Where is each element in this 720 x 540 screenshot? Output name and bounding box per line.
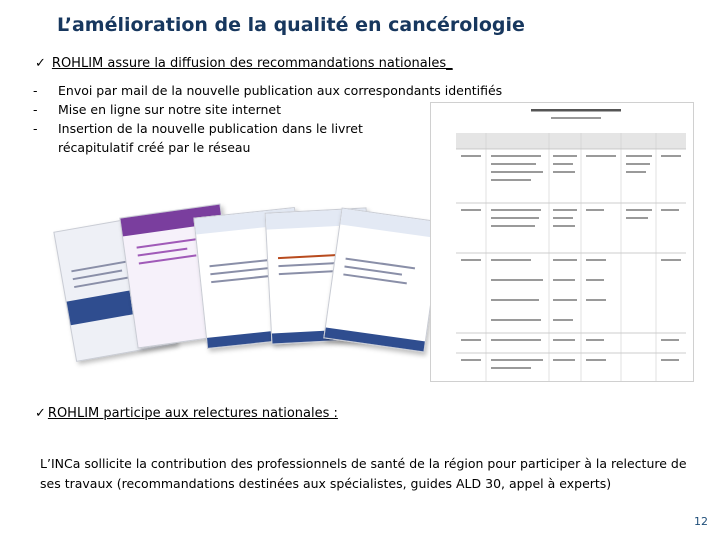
list-item-text: Insertion de la nouvelle publication dans le livret récapitulatif créé par le réseau <box>58 121 363 155</box>
page-number: 12 <box>694 515 708 528</box>
publications-image <box>60 200 420 380</box>
recap-table-drawing <box>431 103 693 381</box>
list-item-text: Envoi par mail de la nouvelle publication aux correspondants identifiés <box>58 83 503 98</box>
recap-table-image <box>430 102 694 382</box>
relecture-paragraph: L’INCa sollicite la contribution des professionnels de santé de la région pour participer à la relecture de ses travaux (recommandations destinées aux spécialistes, guides ALD 30, appel à experts) <box>40 455 687 491</box>
publication-cover <box>323 208 442 353</box>
list-item: - Insertion de la nouvelle publication dans le livret récapitulatif créé par le réseau <box>33 121 363 155</box>
checkmark-icon: ✓ <box>35 406 46 421</box>
section1-heading-text: ROHLIM assure la diffusion des recommandations nationales_ <box>51 56 453 71</box>
section2-heading-text: ROHLIM participe aux relectures nationales : <box>47 406 338 421</box>
list-item-text: Mise en ligne sur notre site internet <box>58 102 282 117</box>
section2-heading <box>35 406 338 421</box>
list-item: - Envoi par mail de la nouvelle publication aux correspondants identifiés <box>33 83 503 98</box>
section1-heading <box>35 56 453 71</box>
checkmark-icon: ✓ <box>35 56 46 71</box>
page-title: L’amélioration de la qualité en cancérologie <box>57 14 525 36</box>
list-item: - Mise en ligne sur notre site internet <box>33 102 282 117</box>
